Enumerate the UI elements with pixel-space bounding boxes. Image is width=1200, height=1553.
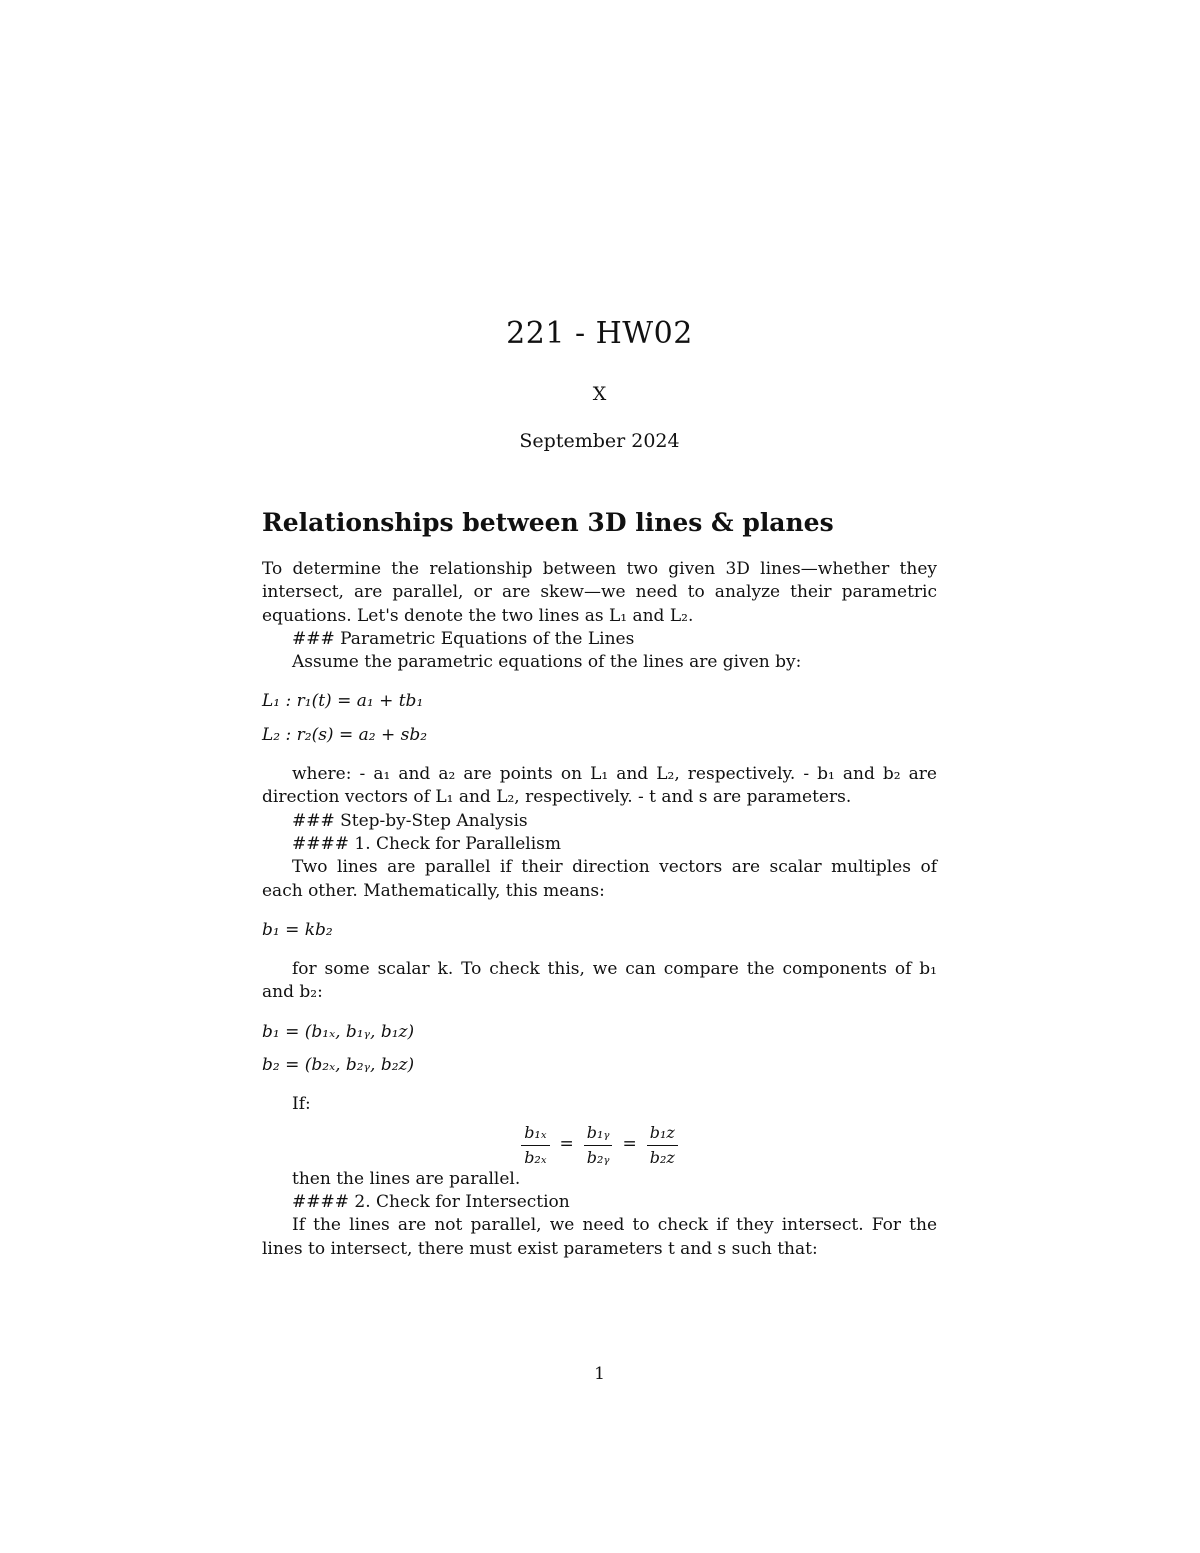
fraction-x-denominator: b₂ₓ xyxy=(524,1147,547,1167)
equation-line-2: L₂ : r₂(s) = a₂ + sb₂ xyxy=(262,724,428,745)
document-author: X xyxy=(592,383,607,405)
heading-check-parallelism: #### 1. Check for Parallelism xyxy=(292,833,562,854)
section-heading: Relationships between 3D lines & planes xyxy=(262,508,834,537)
equals-sign: = xyxy=(622,1134,637,1155)
fraction-x xyxy=(521,1123,549,1168)
fraction-z xyxy=(647,1123,678,1168)
heading-check-intersection: #### 2. Check for Intersection xyxy=(292,1191,570,1212)
if-paragraph: If: xyxy=(292,1094,311,1115)
equation-scalar-multiple: b₁ = kb₂ xyxy=(262,919,333,940)
where-paragraph: where: - a₁ and a₂ are points on L₁ and L₂, respectively. - b₁ and b₂ are direction vectors of L₁ and L₂, respectively. - t and s are parameters. xyxy=(262,764,937,808)
heading-parametric-equations: ### Parametric Equations of the Lines xyxy=(292,628,635,649)
fraction-z-denominator: b₂z xyxy=(649,1147,675,1167)
document-page xyxy=(262,0,937,1553)
fraction-z-numerator: b₁z xyxy=(647,1123,678,1146)
then-paragraph: then the lines are parallel. xyxy=(292,1168,521,1189)
intro-paragraph: To determine the relationship between two given 3D lines—whether they intersect, are parallel, or are skew—we need to analyze their parametric equations. Let's denote the two lines as L₁ and L₂. xyxy=(262,559,937,626)
heading-step-by-step: ### Step-by-Step Analysis xyxy=(292,810,528,831)
intersect-paragraph: If the lines are not parallel, we need to check if they intersect. For the lines to intersect, there must exist parameters t and s such that: xyxy=(262,1215,937,1259)
document-date: September 2024 xyxy=(519,430,680,452)
equals-sign: = xyxy=(559,1134,574,1155)
fraction-y xyxy=(584,1123,613,1168)
equation-ratio xyxy=(262,1123,937,1168)
equation-b2-components: b₂ = (b₂ₓ, b₂ᵧ, b₂z) xyxy=(262,1055,415,1076)
equation-b1-components: b₁ = (b₁ₓ, b₁ᵧ, b₁z) xyxy=(262,1021,415,1042)
document-title: 221 - HW02 xyxy=(506,316,693,351)
fraction-y-denominator: b₂ᵧ xyxy=(586,1147,610,1167)
equation-line-1: L₁ : r₁(t) = a₁ + tb₁ xyxy=(262,691,424,712)
page-number: 1 xyxy=(594,1364,605,1384)
compare-paragraph: for some scalar k. To check this, we can compare the components of b₁ and b₂: xyxy=(262,959,937,1003)
document-body xyxy=(262,558,937,1261)
parallel-paragraph: Two lines are parallel if their direction vectors are scalar multiples of each other. Mathematically, this means: xyxy=(262,857,937,901)
fraction-x-numerator: b₁ₓ xyxy=(521,1123,549,1146)
fraction-y-numerator: b₁ᵧ xyxy=(584,1123,613,1146)
assume-paragraph: Assume the parametric equations of the lines are given by: xyxy=(292,652,802,673)
